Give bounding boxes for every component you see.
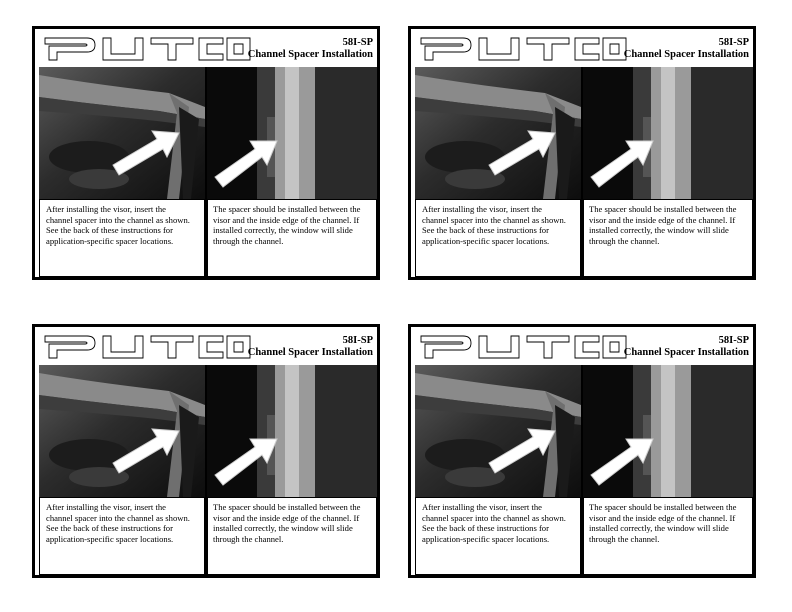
- photo-channel-inside: [207, 67, 377, 199]
- card-title: Channel Spacer Installation: [247, 347, 373, 358]
- photo-visor-channel: [415, 67, 581, 199]
- caption-left-box: [39, 497, 205, 575]
- card-title: Channel Spacer Installation: [623, 49, 749, 60]
- photo-visor-channel: [39, 67, 205, 199]
- photo-visor-channel: [415, 365, 581, 497]
- putco-logo: [419, 333, 629, 361]
- photo-channel-inside: [583, 365, 753, 497]
- brand-text: PUTCO: [419, 35, 423, 36]
- caption-right: The spacer should be installed between the visor and the inside edge of the channel. If installed correctly, the window will slide through the channel.: [213, 204, 361, 246]
- caption-left: After installing the visor, insert the channel spacer into the channel as shown. See the back of these instructions for application-specific spacer locations.: [46, 502, 190, 544]
- part-number: 58I-SP: [718, 335, 749, 346]
- caption-right-box: [207, 199, 377, 277]
- putco-logo: [43, 35, 253, 63]
- part-number: 58I-SP: [342, 335, 373, 346]
- photo-channel-inside: [583, 67, 753, 199]
- instruction-card-4: [408, 324, 756, 578]
- instruction-card-3: [32, 324, 380, 578]
- caption-left: After installing the visor, insert the channel spacer into the channel as shown. See the back of these instructions for application-specific spacer locations.: [46, 204, 190, 246]
- caption-left-box: [415, 199, 581, 277]
- caption-right: The spacer should be installed between the visor and the inside edge of the channel. If installed correctly, the window will slide through the channel.: [213, 502, 361, 544]
- caption-left: After installing the visor, insert the channel spacer into the channel as shown. See the back of these instructions for application-specific spacer locations.: [422, 502, 566, 544]
- caption-left-box: [415, 497, 581, 575]
- header: [624, 37, 749, 61]
- photo-visor-channel: [39, 365, 205, 497]
- brand-text: PUTCO: [43, 333, 47, 334]
- caption-left: After installing the visor, insert the channel spacer into the channel as shown. See the back of these instructions for application-specific spacer locations.: [422, 204, 566, 246]
- part-number: 58I-SP: [342, 37, 373, 48]
- part-number: 58I-SP: [718, 37, 749, 48]
- instruction-card-2: [408, 26, 756, 280]
- photo-channel-inside: [207, 365, 377, 497]
- header: [248, 335, 373, 359]
- caption-left-box: [39, 199, 205, 277]
- caption-right-box: [583, 497, 753, 575]
- brand-text: PUTCO: [419, 333, 423, 334]
- instruction-card-1: [32, 26, 380, 280]
- card-title: Channel Spacer Installation: [247, 49, 373, 60]
- putco-logo: [419, 35, 629, 63]
- brand-text: PUTCO: [43, 35, 47, 36]
- header: [248, 37, 373, 61]
- caption-right: The spacer should be installed between the visor and the inside edge of the channel. If installed correctly, the window will slide through the channel.: [589, 502, 737, 544]
- card-title: Channel Spacer Installation: [623, 347, 749, 358]
- putco-logo: [43, 333, 253, 361]
- header: [624, 335, 749, 359]
- caption-right-box: [583, 199, 753, 277]
- caption-right-box: [207, 497, 377, 575]
- caption-right: The spacer should be installed between the visor and the inside edge of the channel. If installed correctly, the window will slide through the channel.: [589, 204, 737, 246]
